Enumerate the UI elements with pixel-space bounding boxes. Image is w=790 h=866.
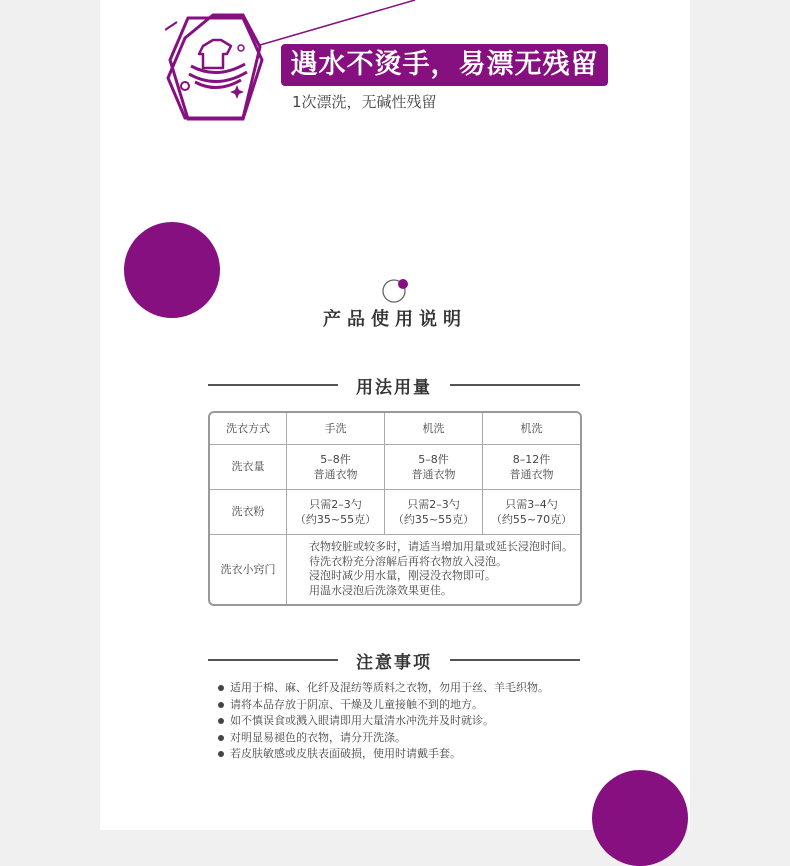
banner-subtitle: 1次漂洗，无碱性残留 — [292, 93, 437, 111]
heading-divider-right — [450, 384, 580, 386]
bullet-icon — [218, 751, 224, 757]
tip-line: 用温水浸泡后洗涤效果更佳。 — [309, 583, 452, 597]
table-cell — [385, 444, 483, 489]
note-text: 对明显易褪色的衣物，请分开洗涤。 — [230, 730, 406, 744]
usage-heading-text: 用法用量 — [356, 377, 432, 398]
list-item — [218, 746, 549, 763]
notes-heading — [208, 648, 580, 672]
table-header-cell: 洗衣方式 — [210, 413, 287, 444]
bullet-icon — [218, 702, 224, 708]
heading-divider-right — [450, 659, 580, 661]
decorative-circle-right — [592, 770, 688, 866]
row-label: 洗衣粉 — [210, 489, 287, 534]
table-row-powder — [210, 489, 580, 534]
row-label: 洗衣小窍门 — [210, 534, 287, 604]
tips-cell — [287, 534, 581, 604]
heading-divider-left — [208, 659, 338, 661]
cell-line: 只需3–4勺 — [505, 497, 558, 511]
cell-line: （约35~55克） — [294, 512, 377, 526]
banner-title: 遇水不烫手，易漂无残留 — [281, 44, 608, 86]
list-item — [218, 697, 549, 714]
table-row-tips — [210, 534, 580, 604]
section-title: 产品使用说明 — [323, 309, 467, 330]
notes-heading-text: 注意事项 — [356, 652, 432, 673]
tip-line: 待洗衣粉充分溶解后再将衣物放入浸泡。 — [309, 554, 507, 568]
cell-line: 5–8件 — [418, 452, 449, 466]
cell-line: （约35~55克） — [392, 512, 475, 526]
tip-line: 衣物较脏或较多时，请适当增加用量或延长浸泡时间。 — [309, 540, 573, 554]
table-cell — [483, 444, 580, 489]
table-cell — [287, 444, 385, 489]
tip-line: 浸泡时减少用水量，刚浸没衣物即可。 — [309, 569, 496, 583]
bullet-icon — [218, 718, 224, 724]
bullet-icon — [218, 685, 224, 691]
cell-line: （约55~70克） — [490, 512, 573, 526]
table-cell — [287, 489, 385, 534]
table-header-row — [210, 413, 580, 444]
cell-line: 普通衣物 — [509, 467, 554, 481]
cell-line: 普通衣物 — [313, 467, 358, 481]
list-item — [218, 680, 549, 697]
table-cell — [385, 489, 483, 534]
table-header-cell: 机洗 — [385, 413, 483, 444]
bullet-icon — [218, 735, 224, 741]
usage-table — [208, 411, 582, 606]
decorative-circle-left — [124, 222, 220, 318]
note-text: 请将本品存放于阴凉、干燥及儿童接触不到的地方。 — [230, 697, 483, 711]
cell-line: 5–8件 — [320, 452, 351, 466]
row-label: 洗衣量 — [210, 444, 287, 489]
cell-line: 8–12件 — [512, 452, 551, 466]
cell-line: 只需2–3勺 — [407, 497, 460, 511]
table-header-cell: 机洗 — [483, 413, 580, 444]
usage-heading — [208, 373, 580, 397]
notes-list — [218, 680, 549, 763]
table-row-amount — [210, 444, 580, 489]
note-text: 适用于棉、麻、化纤及混纺等质料之衣物，勿用于丝、羊毛织物。 — [230, 681, 549, 694]
note-text: 如不慎误食或溅入眼请即用大量清水冲洗并及时就诊。 — [230, 714, 494, 727]
table-cell — [483, 489, 580, 534]
section-circle-icon — [380, 276, 414, 306]
heading-divider-left — [208, 384, 338, 386]
table-header-cell: 手洗 — [287, 413, 385, 444]
cell-line: 只需2–3勺 — [309, 497, 362, 511]
cell-line: 普通衣物 — [411, 467, 456, 481]
note-text: 若皮肤敏感或皮肤表面破损，使用时请戴手套。 — [230, 747, 461, 760]
list-item — [218, 730, 549, 747]
list-item — [218, 713, 549, 730]
